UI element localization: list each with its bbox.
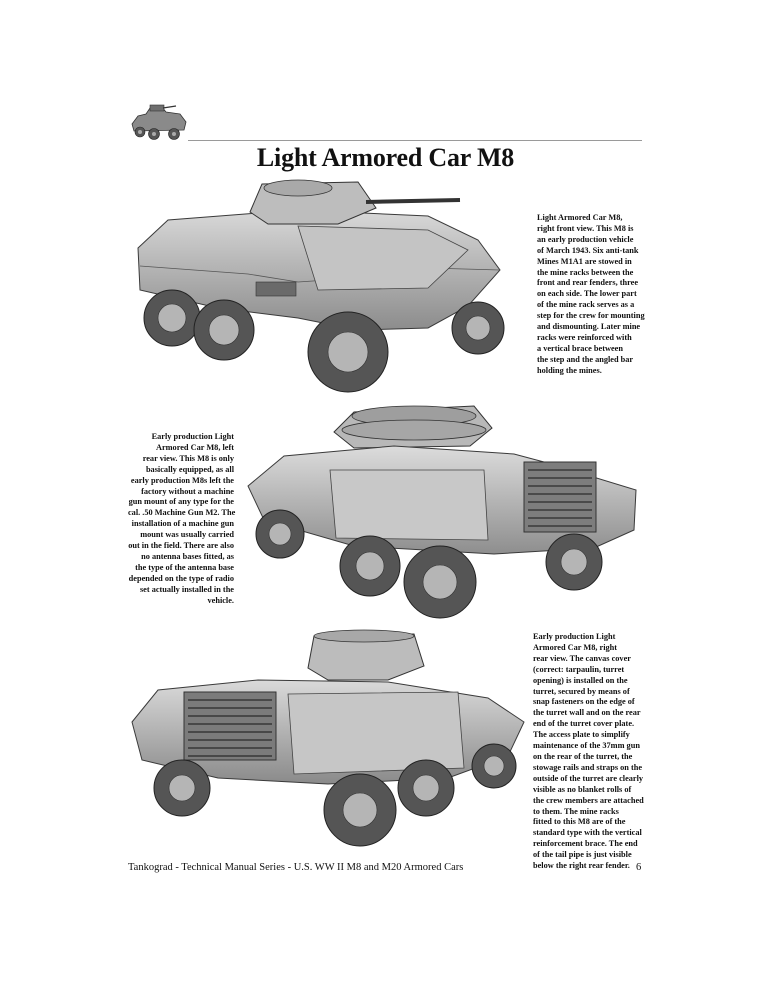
header-rule (188, 140, 642, 141)
photo-m8-right-front-view (128, 178, 518, 396)
footer-series-title: Tankograd - Technical Manual Series - U.S. WW II M8 and M20 Armored Cars (128, 862, 464, 873)
caption-left-rear-view: Early production Light Armored Car M8, left rear view. This M8 is only basically equipped, as all early production M8s left the factory without a machine gun mount of any type for the cal. .50 Machine Gun M2. The installation of a machine gun mount was usually carried out in the field. There are also no antenna bases fitted, as the type of the antenna base depended on the type of radio set actually installed in the vehicle. (128, 432, 236, 605)
photo-m8-left-rear-view (244, 398, 642, 622)
caption-right-front-view: Light Armored Car M8, right front view. This M8 is an early production vehicle of March 1943. Six anti-tank Mines M1A1 are stowed in the mine racks between the front and rear fenders, three on each side. The lower part of the mine rack serves as a step for the crew for mounting and dismounting. Later mine racks were reinforced with a vertical brace between the step and the angled bar holding the mines. (537, 213, 645, 375)
page-title: Light Armored Car M8 (256, 143, 515, 172)
photo-m8-right-rear-view (128, 628, 526, 854)
header-armored-car-icon (128, 100, 190, 144)
caption-right-rear-view: Early production Light Armored Car M8, right rear view. The canvas cover (correct: tarpaulin, turret opening) is installed on the turret, secured by means of snap fasteners on the edge of the turret wall and on the rear end of the turret cover plate. The access plate to simplify maintenance of the 37mm gun on the rear of the turret, the stowage rails and straps on the outside of the turret are clearly visible as no blanket rolls of the crew members are attached to them. The mine racks fitted to this M8 are of the standard type with the vertical reinforcement brace. The end of the tail pipe is just visible below the right rear fender. (533, 632, 644, 871)
page-number: 6 (636, 862, 642, 873)
